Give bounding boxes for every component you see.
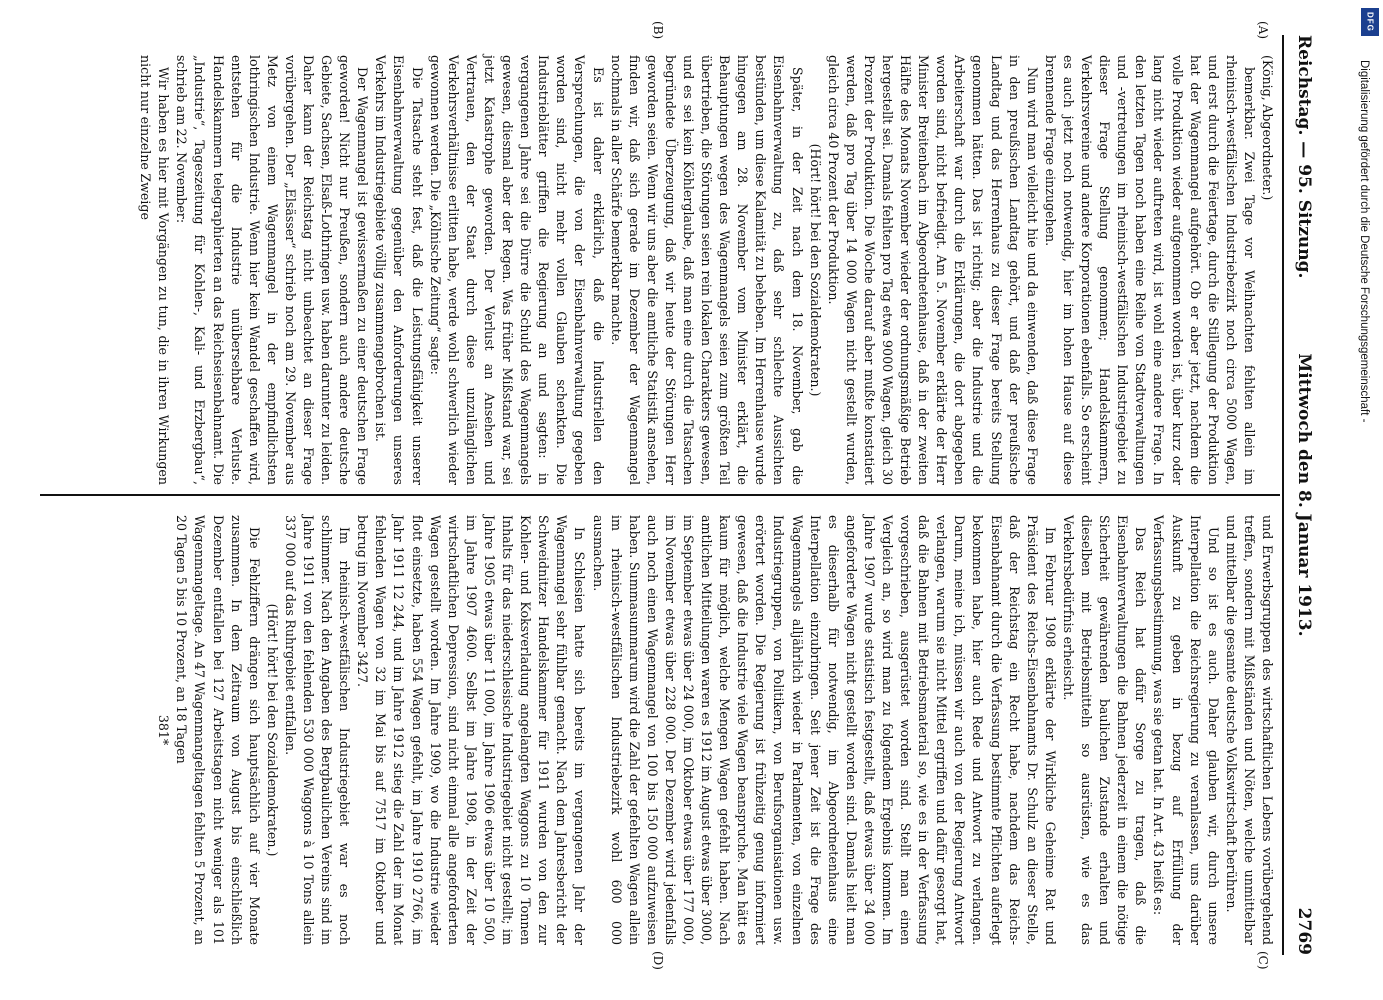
paragraph: Nun wird man vielleicht hie und da einwenden, daß diese Frage in den preußischen Landtag gehört, und daß der preußische Landtag und das Herrenhaus zu dieser Frage bereits Stellung genommen hätten. Das ist richtig; aber die Industrie und die Arbeiterschaft war durch die Erklärungen, die dort abgegeben worden sind, nicht befriedigt. Am 5. November erklärte der Herr Minister Breitenbach im Abgeordnetenhause, daß in der zweiten Hälfte des Monats November wieder der ordnungsmäßige Betrieb hergestellt sei. Damals fehlten pro Tag etwa 9000 Wagen, gleich 30 Prozent der Produktion. Die Woche darauf aber mußte konstatiert werden, daß pro Tag über 14 000 Wagen nicht gestellt wurden, gleich circa 40 Prozent der Produktion. xyxy=(825,55,1040,485)
paragraph: In Schlesien hatte sich bereits im vergangenen Jahr der Wagenmangel sehr fühlbar gemacht. Nach dem Jahresbericht der Schweidnitzer Handelskammer für 1911 wurden von den zur Kohlen- und Koksverladung angelangten Waggons zu 10 Tonnen Inhalts für das niederschlesische Industriegebiet nicht gestellt; im Jahre 1905 etwas über 11 000, im Jahre 1906 etwas über 10 500, im Jahre 1907 4600. Selbst im Jahre 1908, in der Zeit der wirtschaftlichen Depression, sind nicht einmal alle angeforderten Wagen gestellt worden. Im Jahre 1909, wo die Industrie wieder flott einsetzte, haben 554 Wagen gefehlt, im Jahre 1910 2766, im Jahr 1911 12 244, und im Jahre 1912 stieg die Zahl der im Monat fehlenden Wagen von 32 im Mai bis auf 7517 im Oktober und betrug im November 3427. xyxy=(355,515,588,945)
column-divider xyxy=(40,494,1280,496)
paragraph: Im Februar 1908 erklärte der Wirkliche Geheime Rat und Präsident des Reichs-Eisenbahnamts Dr. Schulz an dieser Stelle, daß der Reichstag ein Recht habe, nachdem das Reichs-Eisenbahnamt durch die Verfassung bestimmte Pflichten auferlegt bekommen habe, hier auch Rede und Antwort zu verlangen. Darum, meine ich, müssen wir auch von der Regierung Antwort verlangen, warum sie nicht Mittel ergriffen und dafür gesorgt hat, daß die Bahnen mit Betriebsmaterial so, wie es in der Verfassung vorgeschrieben, ausgerüstet worden sind. Stellt man einen Vergleich an, so wird man zu folgendem Ergebnis kommen. Im Jahre 1907 wurde statistisch festgestellt, daß etwas über 34 000 angeforderte Wagen nicht gestellt worden sind. Damals hielt man es dieserhalb für notwendig, im Abgeordnetenhaus eine Interpellation einzubringen. Seit jener Zeit ist die Frage des Wagenmangels alljährlich wieder in Parlamenten, von einzelnen Industriegruppen, von Politikern, von Berufsorganisationen usw. erörtert worden. Die Regierung ist frühzeitig genug informiert gewesen, daß die Industrie viele Wagen beanspruche. Man hätt es kaum für möglich, welche Mengen Wagen gefehlt haben. Nach amtlichen Mitteilungen waren es 1912 im August etwas über 3000, im September etwas über 24 000, im Oktober etwas über 177 000, im November etwas über 228 000. Der Dezember wird jedenfalls auch noch einen Wagenmangel von 100 bis 150 000 aufzuweisen haben. Summasummarum wird die Zahl der gefehlten Wagen allein im rheinisch-westfälischen Industriebezirk wohl 600 000 ausmachen. xyxy=(590,515,1058,945)
paragraph: Im rheinisch-westfälischen Industriegebiet war es noch schlimmer. Nach den Angaben des Bergbaulichen Vereins sind im Jahre 1911 von den fehlenden 530 000 Waggons à 10 Tons allein 337 000 auf das Ruhrgebiet entfallen. xyxy=(282,515,353,945)
paragraph: Die Fehlziffern drängen sich hauptsächlich auf vier Monate zusammen. In dem Zeitraum von August bis einschließlich Dezember entfallen bei 127 Arbeitstagen nicht weniger als 101 Wagenmangeltage. An 47 Wagenmangeltagen fehlten 5 Prozent, an 20 Tagen 5 bis 10 Prozent, an 18 Tagen xyxy=(174,515,262,945)
quotation: und Erwerbsgruppen des wirtschaftlichen Lebens vorübergehend treffen, sondern mit Mißständen und Nöten, welche unmittelbar und mittelbar die gesamte deutsche Volkswirtschaft berühren. xyxy=(1223,515,1275,945)
speaker-line: (König, Abgeordneter.) xyxy=(1260,55,1275,201)
page-header xyxy=(1286,15,1320,975)
margin-label-a: (A) xyxy=(1256,21,1270,40)
margin-label-d: (D) xyxy=(651,951,665,970)
quotation: Wir haben es hier mit Vorgängen zu tun, die in ihren Wirkungen nicht nur einzelne Zweige xyxy=(138,55,172,485)
signature-mark: 381* xyxy=(156,714,172,746)
margin-label-b: (B) xyxy=(651,21,665,40)
left-column xyxy=(136,55,1276,485)
margin-label-c: (C) xyxy=(1256,951,1270,970)
header-session: Reichstag. — 95. Sitzung. xyxy=(1294,35,1314,279)
quotation: Das Reich hat dafür Sorge zu tragen, daß die Eisenbahnverwaltungen die Bahnen jederzeit in einem die nötige Sicherheit gewährenden baulichen Zustande erhalten und dieselben mit Betriebsmitteln so ausrüsten, wie es das Verkehrsbedürfnis erheischt. xyxy=(1060,515,1149,945)
paragraph: bemerkbar. Zwei Tage vor Weihnachten fehlten allein im rheinisch-westfälischen Industriebezirk noch circa 5000 Wagen, und erst durch die Feiertage, durch die Stillegung der Produktion hat der Wagenmangel aufgehört. Ob er aber jetzt, nachdem die volle Produktion wieder aufgenommen worden ist, über kurz oder lang nicht wieder auftreten wird, ist wohl eine andere Frage. In den letzten Tagen noch haben eine Reihe von Stadtverwaltungen und -vertretungen im rheinisch-westfälischen Industriegebiet zu dieser Frage Stellung genommen; Handelskammern, Verkehrsvereine und andere Korporationen ebenfalls. So erscheint es auch jetzt noch notwendig, hier im hohen Hause auf diese brennende Frage einzugehen. xyxy=(1042,55,1257,485)
paragraph: Später, in der Zeit nach dem 18. November, gab die Eisenbahnverwaltung zu, daß sehr schlechte Aussichten bestünden, um diese Kalamität zu beheben. Im Herrenhause wurde hingegen am 28. November vom Minister erklärt, die Behauptungen wegen des Wagenmangels seien zum größten Teil übertrieben, die Störungen seien rein lokalen Charakters gewesen, und es sei kein Köhlerglaube, daß man eine durch die Tatsachen begründete Überzeugung, daß wir heute der Störungen Herr geworden seien. Wenn wir uns aber die amtliche Statistik ansehen, finden wir, daß sich gerade im Dezember der Wagenmangel nochmals in aller Schärfe bemerkbar machte. xyxy=(608,55,805,485)
quotation: Die Tatsache steht fest, daß die Leistungsfähigkeit unserer Eisenbahnverwaltung gegenüber den Anforderungen unseres Verkehrs im Industriegebiete völlig zusammengebrochen ist. xyxy=(373,55,425,485)
paragraph: Es ist daher erklärlich, daß die Industriellen den Versprechungen, die von der Eisenbahnverwaltung gegeben worden sind, nicht mehr vollen Glauben schenkten. Die Industrieblätter griffen die Regierung an und sagten: in vergangenen Jahre sei die Dürre die Schuld des Wagenmangels gewesen, diesmal aber der Regen. Was früher Mißstand war, sei jetzt Katastrophe geworden. Der Verlust an Ansehen und Vertrauen, den der Staat durch diese unzulänglichen Verkehrsverhältnisse erlitten habe, werde wohl schwerlich wieder gewonnen werden. Die „Kölnische Zeitung“ sagte: xyxy=(427,55,606,485)
digitization-credit-text: Digitalisierung gefördert durch die Deutsche Forschungsgemeinschaft - xyxy=(1358,60,1370,423)
interjection: (Hört! hört! bei den Sozialdemokraten.) xyxy=(807,143,823,397)
page-number: 2769 xyxy=(1294,907,1314,955)
dfg-logo: DFG xyxy=(1361,8,1379,36)
header-rule xyxy=(1282,35,1284,955)
right-column xyxy=(154,515,1276,945)
paragraph: Und so ist es auch. Daher glauben wir, durch unsere Interpellation die Reichsregierung zu veranlassen, uns darüber Auskunft zu geben in bezug auf Erfüllung der Verfassungsbestimmung, was sie getan hat. In Art. 43 heißt es: xyxy=(1151,515,1221,945)
interjection: (Hört! hört! bei den Sozialdemokraten.) xyxy=(264,603,280,857)
header-date: Mittwoch den 8. Januar 1913. xyxy=(1294,353,1314,637)
digitization-credit xyxy=(1352,40,1378,940)
rotated-page-content xyxy=(20,15,1320,975)
paragraph: Der Wagenmangel ist gewissermaßen zu einer deutschen Frage geworden! Nicht nur Preußen, sondern auch andere deutsche Gebiete, Sachsen, Elsaß-Lothringen usw. haben darunter zu leiden. Daher kann der Reichstag nicht unbeachtet an dieser Frage vorübergehen. Der „Elsässer“ schrieb noch am 29. November aus Metz von einem Wagenmangel in der empfindlichsten lothringischen Industrie. Wenn hier kein Wandel geschaffen wird, entstehen für die Industrie unübersehbare Verluste. Handelskammern telegraphierten an das Reichseisenbahnamt. Die „Industrie“, Tageszeitung für Kohlen-, Kali- und Erzbergbau“, schrieb am 22. November: xyxy=(174,55,371,485)
